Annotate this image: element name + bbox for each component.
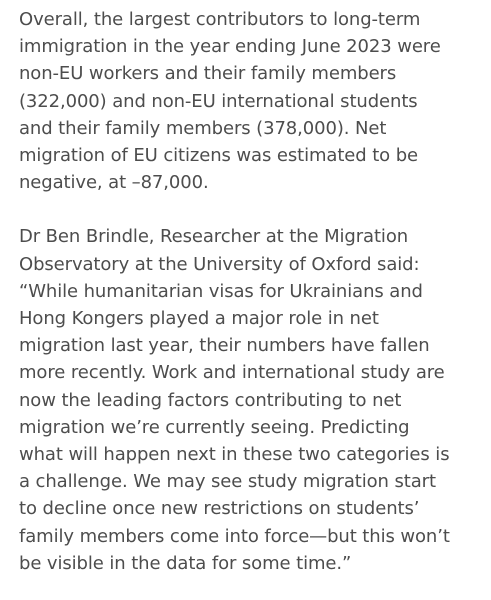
text-line: Overall, the largest contributors to long-term — [19, 9, 421, 30]
article-body — [19, 6, 481, 577]
text-line: Observatory at the University of Oxford said: — [19, 253, 420, 275]
text-line: “While humanitarian visas for Ukrainians and — [19, 280, 423, 302]
text-line: Hong Kongers played a major role in net — [19, 308, 379, 330]
text-line: what will happen next in these two categories is — [19, 444, 450, 466]
text-line: (322,000) and non-EU international students — [19, 90, 418, 112]
paragraph-researcher-quote — [19, 223, 481, 577]
text-line: family members come into force—but this won’t — [19, 525, 450, 547]
text-line: be visible in the data for some time.” — [19, 552, 352, 574]
paragraph-immigration-contributors — [19, 6, 481, 196]
text-line: negative, at –87,000. — [19, 172, 209, 194]
text-line: migration last year, their numbers have fallen — [19, 335, 430, 357]
text-line: now the leading factors contributing to net — [19, 389, 402, 411]
text-line: more recently. Work and international study are — [19, 362, 445, 384]
text-line: a challenge. We may see study migration start — [19, 471, 436, 493]
text-line: Dr Ben Brindle, Researcher at the Migration — [19, 226, 409, 248]
text-line: migration of EU citizens was estimated to be — [19, 145, 419, 167]
text-line: immigration in the year ending June 2023 were — [19, 36, 441, 58]
text-line: non-EU workers and their family members — [19, 63, 397, 85]
text-line: to decline once new restrictions on students’ — [19, 498, 420, 520]
text-line: migration we’re currently seeing. Predicting — [19, 416, 410, 438]
text-line: and their family members (378,000). Net — [19, 117, 387, 139]
